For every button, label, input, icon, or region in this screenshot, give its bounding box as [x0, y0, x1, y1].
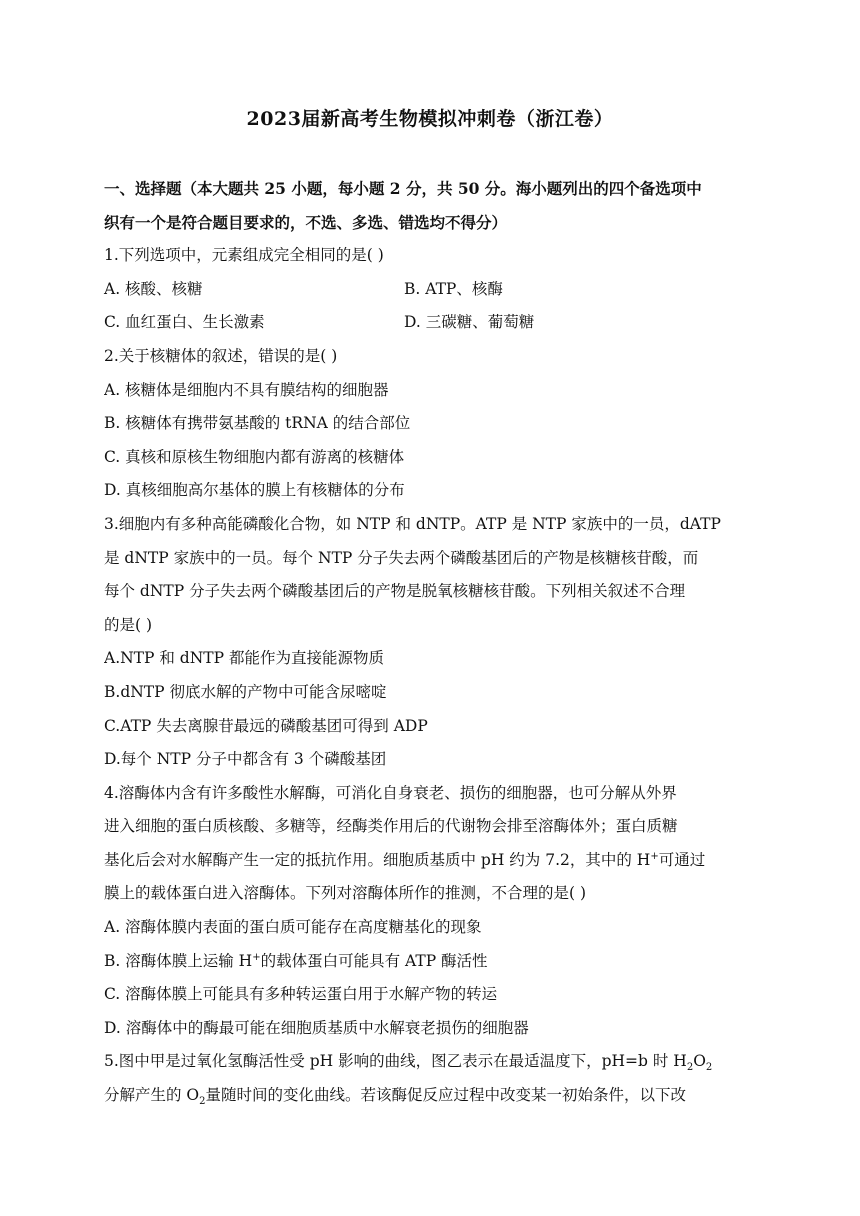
question-1-options-row-2 [104, 306, 764, 340]
page-title: 2023届新高考生物模拟冲刺卷（浙江卷） [246, 108, 614, 130]
question-3-stem-line-2: 是 dNTP 家族中的一员。每个 NTP 分子失去两个磷酸基团后的产物是核糖核苷酸，而 [104, 548, 699, 567]
question-2-option-b: B. 核糖体有携带氨基酸的 tRNA 的结合部位 [104, 414, 411, 433]
q4-line3-text-a: 基化后会对水解酶产生一定的抵抗作用。细胞质基质中 pH 约为 7.2，其中的 H [104, 850, 651, 869]
question-4-stem-line-3 [104, 844, 764, 878]
question-2-option-c: C. 真核和原核生物细胞内都有游离的核糖体 [104, 447, 405, 466]
question-1-option-a: A. 核酸、核糖 [104, 279, 203, 298]
question-2-stem: 2.关于核糖体的叙述，错误的是( ) [104, 346, 338, 365]
question-1-option-c: C. 血红蛋白、生长激素 [104, 313, 265, 332]
question-3-stem-line-1: 3.细胞内有多种高能磷酸化合物，如 NTP 和 dNTP。ATP 是 NTP 家族中的一员，dATP [104, 514, 721, 533]
question-3-option-c: C.ATP 失去离腺苷最远的磷酸基团可得到 ADP [104, 716, 428, 735]
q5-line1-subscript-1: 2 [686, 1062, 694, 1074]
q5-line2-text-a: 分解产生的 O [104, 1086, 200, 1105]
question-5-stem-line-1 [104, 1045, 764, 1079]
q5-line1-subscript-2: 2 [705, 1062, 713, 1074]
question-3-option-d: D.每个 NTP 分子中都含有 3 个磷酸基团 [104, 750, 387, 769]
question-4-option-a: A. 溶酶体膜内表面的蛋白质可能存在高度糖基化的现象 [104, 918, 482, 937]
q5-line1-text-b: O [693, 1052, 706, 1071]
question-2-option-a: A. 核糖体是细胞内不具有膜结构的细胞器 [104, 380, 389, 399]
q4-option-b-superscript: + [252, 951, 261, 963]
q4-option-b-text-b: 的载体蛋白可能具有 ATP 酶活性 [260, 951, 488, 970]
question-3-stem-line-4: 的是( ) [104, 615, 153, 634]
q5-line2-text-b: 量随时间的变化曲线。若该酶促反应过程中改变某一初始条件，以下改 [205, 1086, 687, 1105]
question-3-option-b: B.dNTP 彻底水解的产物中可能含尿嘧啶 [104, 682, 387, 701]
question-5-stem-line-2 [104, 1079, 764, 1113]
question-4-option-b [104, 945, 764, 979]
question-2-option-d: D. 真核细胞高尔基体的膜上有核糖体的分布 [104, 481, 405, 500]
question-1-option-b: B. ATP、核酶 [404, 279, 503, 298]
question-3-stem-line-3: 每个 dNTP 分子失去两个磷酸基团后的产物是脱氧核糖核苷酸。下列相关叙述不合理 [104, 582, 686, 601]
exam-content [104, 172, 764, 1113]
q5-line1-text-a: 5.图中甲是过氧化氢酶活性受 pH 影响的曲线，图乙表示在最适温度下，pH=b 时 H [104, 1052, 687, 1071]
question-3-option-a: A.NTP 和 dNTP 都能作为直接能源物质 [104, 649, 384, 668]
q4-line3-superscript: + [650, 850, 659, 862]
section-heading-line-1: 一、选择题（本大题共 25 小题，每小题 2 分，共 50 分。海小题列出的四个备选项中 [104, 179, 702, 198]
question-4-stem-line-2: 进入细胞的蛋白质核酸、多糖等，经酶类作用后的代谢物会排至溶酶体外；蛋白质糖 [104, 817, 678, 836]
question-4-stem-line-1: 4.溶酶体内含有许多酸性水解酶，可消化自身衰老、损伤的细胞器，也可分解从外界 [104, 783, 677, 802]
section-heading-line-2: 织有一个是符合题目要求的，不选、多选、错选均不得分） [104, 212, 508, 232]
question-1-stem: 1.下列选项中，元素组成完全相同的是( ) [104, 246, 384, 265]
q4-option-b-text-a: B. 溶酶体膜上运输 H [104, 951, 253, 970]
question-1-options-row-1 [104, 273, 764, 307]
question-1-option-d: D. 三碳糖、葡萄糖 [404, 313, 535, 332]
question-4-stem-line-4: 膜上的载体蛋白进入溶酶体。下列对溶酶体所作的推测，不合理的是( ) [104, 884, 587, 903]
q5-line2-subscript: 2 [199, 1096, 206, 1108]
question-4-option-c: C. 溶酶体膜上可能具有多种转运蛋白用于水解产物的转运 [104, 985, 498, 1004]
q4-line3-text-b: 可通过 [658, 850, 706, 869]
question-4-option-d: D. 溶酶体中的酶最可能在细胞质基质中水解衰老损伤的细胞器 [104, 1018, 529, 1037]
